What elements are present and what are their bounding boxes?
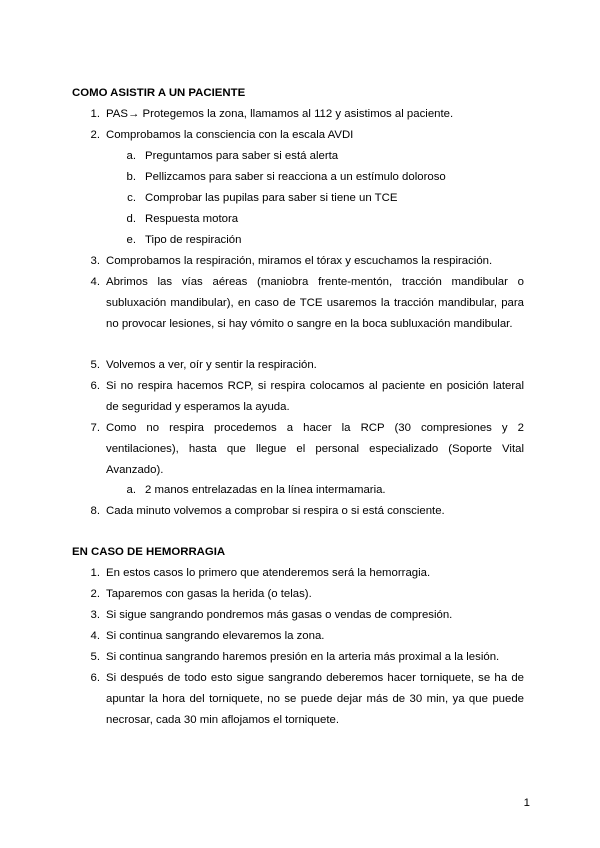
list-item-text: Si no respira hacemos RCP, si respira colocamos al paciente en posición lateral de seguridad y esperamos la ayuda. [106,380,524,413]
sub-list-item-text: Pellizcamos para saber si reacciona a un estímulo doloroso [145,171,446,183]
sub-list-item-letter: e. [126,234,136,246]
list-item-number: 4. [90,276,100,288]
list-item-text: Comprobamos la respiración, miramos el tórax y escuchamos la respiración. [106,255,493,267]
page-number: 1 [523,797,530,809]
list-item-number: 7. [90,422,100,434]
sub-list-item-text: Tipo de respiración [145,234,242,246]
list-item-number: 3. [90,255,100,267]
list-item-text: Cada minuto volvemos a comprobar si respira o si está consciente. [106,505,445,517]
list-item-text: Si después de todo esto sigue sangrando deberemos hacer torniquete, se ha de apuntar la hora del torniquete, no se puede dejar más de 30 min, ya que puede necrosar, cada 30 min aflojamos el torniquete. [106,672,524,726]
section-heading-asistir-paciente: COMO ASISTIR A UN PACIENTE [72,87,246,99]
sub-list-item-text: Respuesta motora [145,213,239,225]
sub-list-item-letter: c. [127,192,136,204]
list-item-text: Si sigue sangrando pondremos más gasas o vendas de compresión. [106,609,453,621]
list-item-text: En estos casos lo primero que atenderemos será la hemorragia. [106,567,431,579]
list-item-number: 6. [90,672,100,684]
list-item-number: 5. [90,651,100,663]
list-item-text: Como no respira procedemos a hacer la RCP (30 compresiones y 2 ventilaciones), hasta que llegue el personal especializado (Soporte Vital Avanzado). [106,422,524,476]
sub-list-item-letter: a. [126,484,136,496]
list-item-number: 6. [90,380,100,392]
list-item-text: Volvemos a ver, oír y sentir la respiración. [106,359,317,371]
list-item-text: Si continua sangrando elevaremos la zona. [106,630,325,642]
list-item-text: Comprobamos la consciencia con la escala AVDI [106,129,354,141]
list-item-number: 1. [90,108,100,120]
sub-list-item-text: Comprobar las pupilas para saber si tiene un TCE [145,192,398,204]
list-item-number: 1. [90,567,100,579]
list-item-text: Taparemos con gasas la herida (o telas). [106,588,312,600]
sub-list-item-letter: a. [126,150,136,162]
list-item-text: Abrimos las vías aéreas (maniobra frente-mentón, tracción mandibular o subluxación mandibular), en caso de TCE usaremos la tracción mandibular, para no provocar lesiones, si hay vómito o sangre en la boca subluxación mandibular. [106,276,524,330]
sub-list-item-text: 2 manos entrelazadas en la línea intermamaria. [145,484,386,496]
list-item-number: 4. [90,630,100,642]
list-item-number: 2. [90,588,100,600]
sub-list-item-letter: d. [126,213,136,225]
list-item-text: Si continua sangrando haremos presión en la arteria más proximal a la lesión. [106,651,500,663]
list-item-number: 3. [90,609,100,621]
list-item-text: PAS→ Protegemos la zona, llamamos al 112 y asistimos al paciente. [106,108,454,120]
list-item-number: 2. [90,129,100,141]
list-item-number: 8. [90,505,100,517]
list-item-number: 5. [90,359,100,371]
section-heading-hemorragia: EN CASO DE HEMORRAGIA [72,546,226,558]
sub-list-item-letter: b. [126,171,136,183]
sub-list-item-text: Preguntamos para saber si está alerta [145,150,339,162]
